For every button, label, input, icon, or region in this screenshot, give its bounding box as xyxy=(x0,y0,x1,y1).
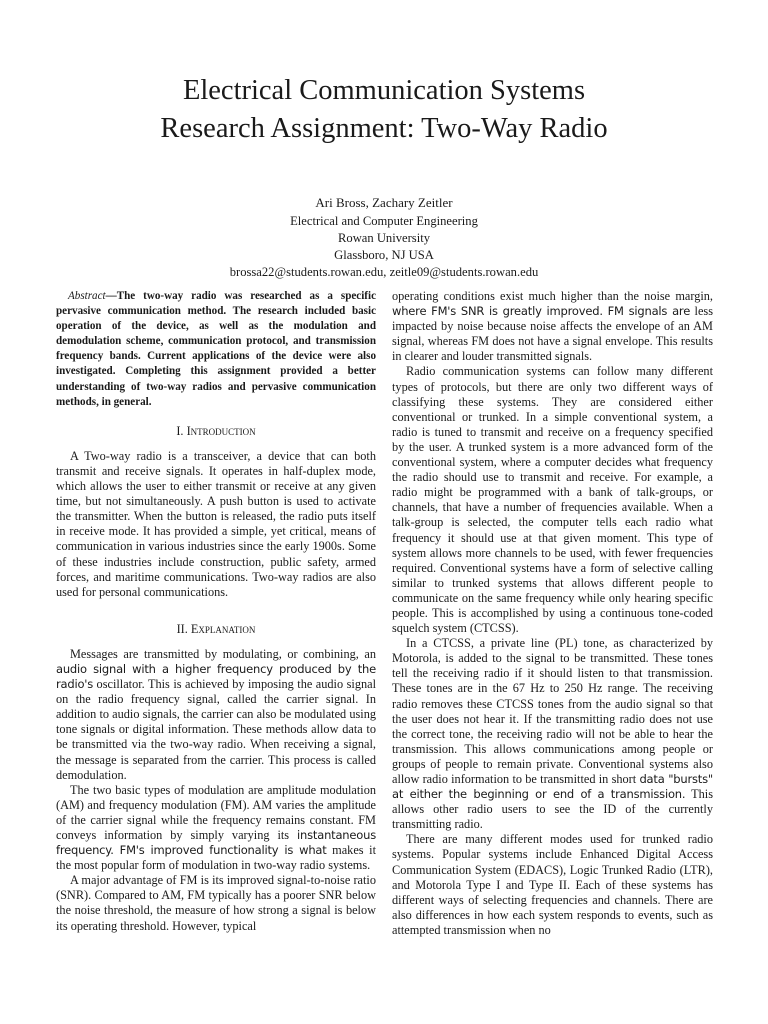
highlighted-text-run: instantaneous frequency. FM's improved functionality is what xyxy=(56,828,376,858)
right-column xyxy=(392,289,713,938)
highlighted-text-run: where FM's SNR is greatly improved. FM signals are xyxy=(392,304,691,319)
text-run: The two basic types of modulation are amplitude modulation (AM) and frequency modulation (FM). AM varies the amplitude of the carrier signal while the frequency remains constant. FM conveys information by simply varying its xyxy=(56,782,376,842)
text-run: less impacted by noise because noise affects the envelope of an AM signal, whereas FM does not have a signal envelope. This results in clearer and louder transmitted signals. xyxy=(392,304,713,364)
right-paragraph-4: There are many different modes used for trunked radio systems. Popular systems include Enhanced Digital Access Communication System (EDACS), Logic Trunked Radio (LTR), and Motorola Type I and Type II. Each of these systems has different ways of selecting frequencies and channels. There are also differences in how each system responds to events, such as attempted transmission when no xyxy=(392,832,713,937)
explanation-paragraph-2 xyxy=(56,783,376,874)
text-run: operating conditions exist much higher than the noise margin, xyxy=(392,289,713,303)
intro-paragraph: A Two-way radio is a transceiver, a device that can both transmit and receive signals. It operates in half-duplex mode, which allows the user to either transmit or receive at any given time, but not simultaneously. A push button is used to activate the transmitter. When the button is released, the radio puts itself in receive mode. It has provided a simple, yet critical, means of communication in various industries since the early 1900s. Some of these industries include construction, public safety, armed forces, and maritime communications. Two-way radios are also used for personal communications. xyxy=(56,448,377,599)
abstract-dash: — xyxy=(105,290,117,302)
abstract-body: The two-way radio was researched as a specific pervasive communication method. The research included basic operation of the device, as well as the modulation and demodulation scheme, communication protocol, and transmission frequency bands. Current applications of the device were also investigated. Completing this assignment provided a better understanding of two-way radios and pervasive communication methods, in general. xyxy=(56,290,376,408)
author-university: Rowan University xyxy=(338,231,430,245)
author-names: Ari Bross, Zachary Zeitler xyxy=(315,195,453,210)
text-run: This allows other radio users to see the ID of the currently transmitting radio. xyxy=(392,787,714,832)
author-department: Electrical and Computer Engineering xyxy=(290,214,478,228)
paper-title xyxy=(0,72,768,148)
section-heading-introduction: I. Introduction xyxy=(176,423,256,438)
abstract xyxy=(56,289,376,410)
explanation-paragraph-1 xyxy=(56,647,376,783)
text-run: In a CTCSS, a private line (PL) tone, as characterized by Motorola, is added to the signal to be transmitted. These tones tell the receiving radio if it should listen to that transmission. These tones are in the 67 Hz to 250 Hz range. The receiving radio removes these CTCSS tones from the audio signal so that the user does not hear it. If the transmitting radio does not use the correct tone, the receiving radio will not be able to hear the transmission. This allows communications among people or groups of people to remain private. Conventional systems also allow radio information to be transmitted in short xyxy=(392,636,713,786)
text-run: Messages are transmitted by modulating, or combining, an xyxy=(70,646,376,661)
author-block xyxy=(0,194,768,281)
highlighted-text-run: audio signal with a higher frequency produced by the radio's xyxy=(56,661,376,692)
explanation-paragraph-3: A major advantage of FM is its improved signal-to-noise ratio (SNR). Compared to AM, FM typically has a poorer SNR below the noise threshold, the measure of how strong a signal is below its operating threshold. However, typical xyxy=(56,873,376,933)
text-run: oscillator. This is achieved by imposing the audio signal on the radio frequency signal, called the carrier signal. In addition to audio signals, the carrier can also be modulated using tone signals or digital information. These methods allow data to be transmitted via the two-way radio. When receiving a signal, the message is separated from the carrier. This process is called demodulation. xyxy=(56,677,376,782)
left-column xyxy=(56,289,376,934)
title-line-1: Electrical Communication Systems xyxy=(182,75,586,106)
right-paragraph-1 xyxy=(392,289,713,364)
right-paragraph-3 xyxy=(392,636,713,832)
highlighted-text-run: data "bursts" at either the beginning or end of a transmission. xyxy=(392,772,713,802)
author-emails: brossa22@students.rowan.edu, zeitle09@students.rowan.edu xyxy=(229,265,539,279)
section-heading-explanation: II. Explanation xyxy=(176,621,256,636)
title-line-2: Research Assignment: Two-Way Radio xyxy=(160,113,608,144)
text-run: makes it the most popular form of modulation in two-way radio systems. xyxy=(56,843,376,873)
abstract-label: Abstract xyxy=(68,290,106,302)
author-location: Glassboro, NJ USA xyxy=(334,248,434,262)
right-paragraph-2: Radio communication systems can follow many different types of protocols, but there are only two different ways of classifying these systems. They are considered either conventional or trunked. In a simple conventional system, a radio is tuned to transmit and receive on a frequency specified by the user. A trunked system is a more advanced form of the conventional system, where a computer decides what frequency the radio should use to transmit and receive. For example, a radio might be programmed with a bank of talk-groups, or channels, that have a number of frequencies available. When a talk-group is selected, the computer tells each radio what frequency it should use at that given moment. This type of system allows more channels to be used, with fewer frequencies required. Conventional systems have a form of selective calling similar to trunked systems that allows different people to communicate on the same frequency while only hearing specific people. This is accomplished by using a continuous tone-coded squelch system (CTCSS). xyxy=(392,364,713,636)
